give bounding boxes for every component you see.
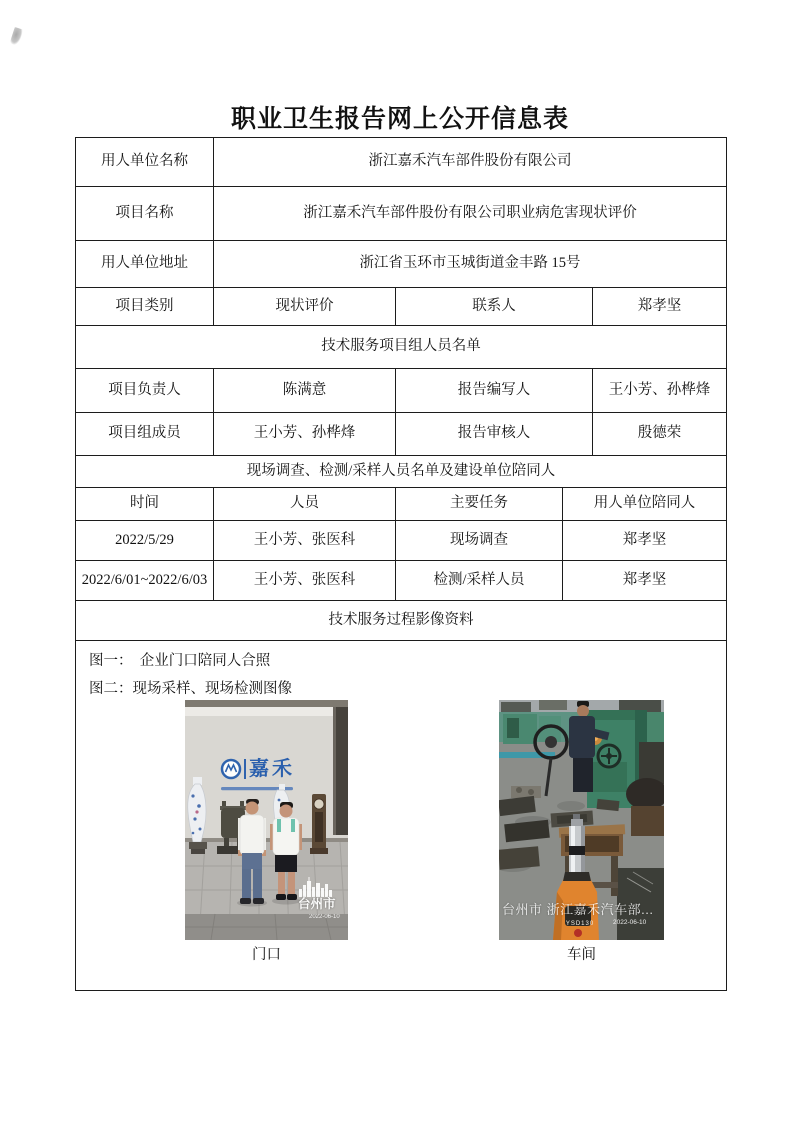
- team-members-label: 项目组成员: [76, 413, 214, 456]
- team-members-value: 王小芳、孙桦烽: [214, 413, 396, 456]
- table-row: [76, 187, 727, 241]
- media-section-title: 技术服务过程影像资料: [76, 601, 727, 641]
- col-header-escort: 用人单位陪同人: [563, 488, 727, 521]
- employer-name-value: 浙江嘉禾汽车部件股份有限公司: [214, 138, 727, 187]
- report-reviewer-value: 殷德荣: [593, 413, 727, 456]
- photo2-caption: 车间: [567, 947, 596, 963]
- employer-address-value: 浙江省玉环市玉城街道金丰路 15号: [214, 241, 727, 288]
- employer-name-label: 用人单位名称: [76, 138, 214, 187]
- figure1-caption: 图一： 企业门口陪同人合照: [89, 653, 271, 669]
- project-category-value: 现状评价: [214, 288, 396, 326]
- table-row: [76, 369, 727, 413]
- contact-label: 联系人: [396, 288, 593, 326]
- table-row: [76, 641, 727, 991]
- table-row: [76, 488, 727, 521]
- media-cell: [76, 641, 727, 991]
- survey-row-escort: 郑孝坚: [563, 561, 727, 601]
- figure2-caption: 图二：现场采样、现场检测图像: [89, 681, 292, 697]
- survey-row-personnel: 王小芳、张医科: [214, 521, 396, 561]
- col-header-personnel: 人员: [214, 488, 396, 521]
- table-row: [76, 288, 727, 326]
- table-row: [76, 326, 727, 369]
- survey-row-personnel: 王小芳、张医科: [214, 561, 396, 601]
- project-category-label: 项目类别: [76, 288, 214, 326]
- entrance-photo: [185, 700, 348, 940]
- device-model-label: YSD130: [565, 921, 595, 927]
- scan-artifact: [10, 27, 24, 46]
- report-reviewer-label: 报告审核人: [396, 413, 593, 456]
- col-header-task: 主要任务: [396, 488, 563, 521]
- team-section-title: 技术服务项目组人员名单: [76, 326, 727, 369]
- table-row: [76, 241, 727, 288]
- watermark-date: 2022-06-10: [309, 914, 340, 920]
- table-row: [76, 561, 727, 601]
- media-content: [79, 643, 723, 988]
- employer-address-label: 用人单位地址: [76, 241, 214, 288]
- survey-section-title: 现场调查、检测/采样人员名单及建设单位陪同人: [76, 456, 727, 488]
- survey-row-time: 2022/5/29: [76, 521, 214, 561]
- table-row: [76, 521, 727, 561]
- company-logo-text: 嘉禾: [249, 758, 295, 780]
- col-header-time: 时间: [76, 488, 214, 521]
- survey-row-task: 检测/采样人员: [396, 561, 563, 601]
- project-name-label: 项目名称: [76, 187, 214, 241]
- project-name-value: 浙江嘉禾汽车部件股份有限公司职业病危害现状评价: [214, 187, 727, 241]
- info-table: [75, 137, 727, 991]
- project-leader-label: 项目负责人: [76, 369, 214, 413]
- survey-row-escort: 郑孝坚: [563, 521, 727, 561]
- workshop-photo: [499, 700, 664, 940]
- table-row: [76, 456, 727, 488]
- watermark-date: 2022-06-10: [613, 919, 647, 926]
- page-title: 职业卫生报告网上公开信息表: [230, 106, 569, 133]
- photo1-caption: 门口: [252, 947, 281, 963]
- contact-value: 郑孝坚: [593, 288, 727, 326]
- watermark-city-text: 台州市: [298, 897, 336, 911]
- report-writer-label: 报告编写人: [396, 369, 593, 413]
- watermark-location-text: 台州市 浙江嘉禾汽车部...: [502, 902, 654, 917]
- table-row: [76, 601, 727, 641]
- report-writer-value: 王小芳、孙桦烽: [593, 369, 727, 413]
- table-row: [76, 413, 727, 456]
- project-leader-value: 陈满意: [214, 369, 396, 413]
- survey-row-time: 2022/6/01~2022/6/03: [76, 561, 214, 601]
- table-row: [76, 138, 727, 187]
- survey-row-task: 现场调查: [396, 521, 563, 561]
